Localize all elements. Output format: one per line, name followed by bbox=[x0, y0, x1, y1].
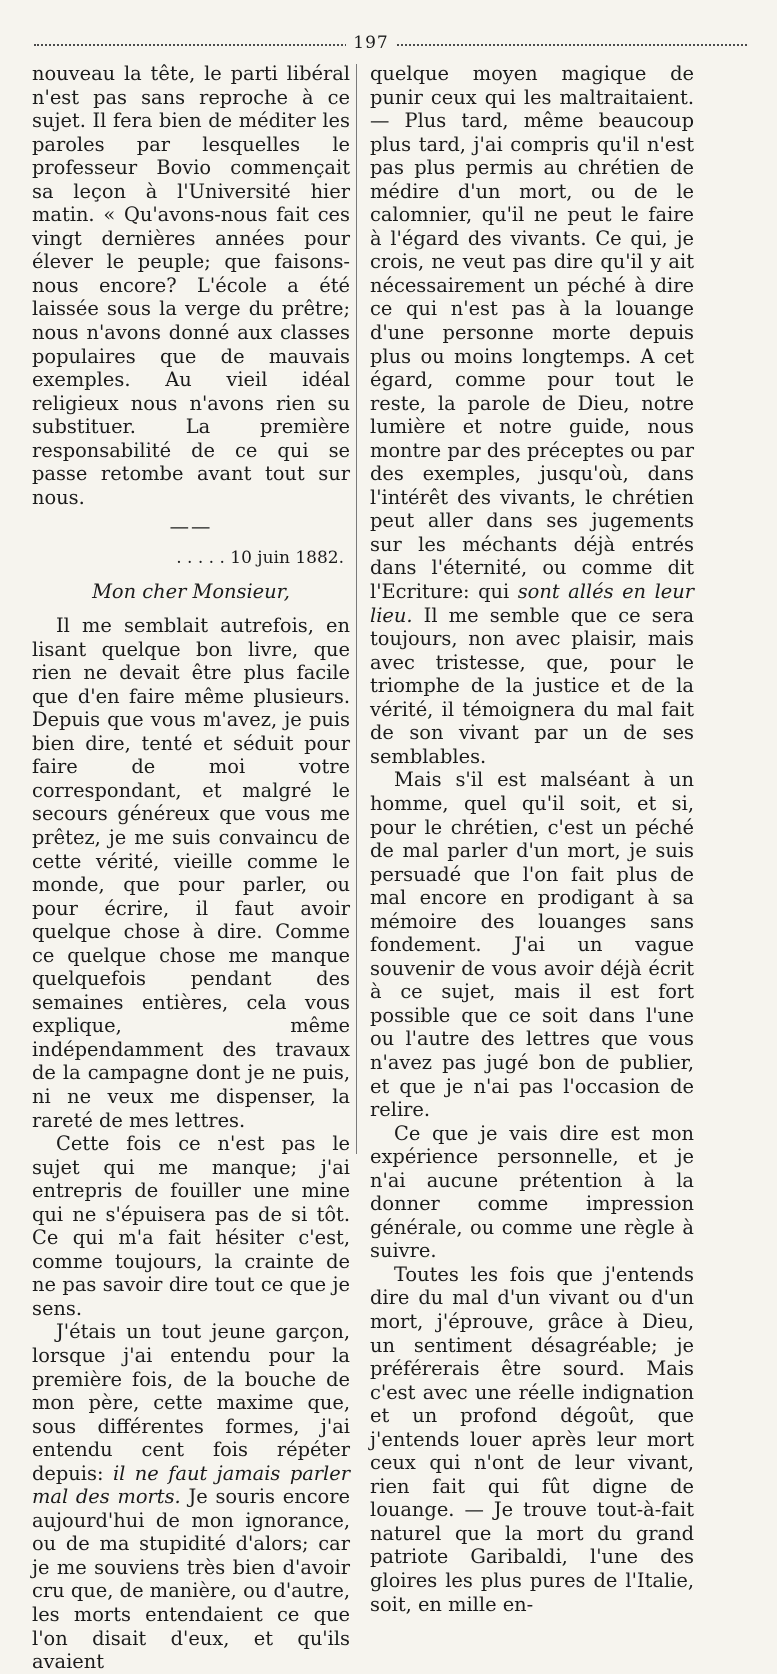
continued-paragraph: nouveau la tête, le parti libéral n'est pas sans reproche à ce sujet. Il fera bien de méditer les paroles par lesquelles le professeur Bovio commençait sa leçon à l'Université hier matin. « Qu'avons-nous fait ces vingt dernières années pour élever le peuple; que faisons-nous encore? L'école a été laissée sous la verge du prêtre; nous n'avons donné aux classes populaires que de mauvais exemples. Au vieil idéal religieux nous n'avons rien su substituer. La première responsabilité de ce qui se passe retombe avant tout sur nous. bbox=[32, 62, 350, 509]
section-separator: —— bbox=[169, 515, 213, 539]
paragraph: Ce que je vais dire est mon expérience personnelle, et je n'ai aucune prétention à la donner comme impression générale, ou comme une règle à suivre. bbox=[370, 1121, 694, 1263]
letter-salutation: Mon cher Monsieur, bbox=[92, 580, 290, 604]
paragraph: Mais s'il est malséant à un homme, quel qu'il soit, et si, pour le chrétien, c'est un péché de mal parler d'un mort, je suis persuadé que l'on fait plus de mal encore en prodigant à sa mémoire des louanges sans fondement. J'ai un vague souvenir de vous avoir déjà écrit à ce sujet, mais il est fort possible que ce soit dans l'une ou l'autre des lettres que vous n'avez pas jugé bon de publier, et que je n'ai pas l'occasion de relire. bbox=[370, 768, 694, 1122]
column-divider bbox=[356, 64, 357, 1154]
paragraph-text: Il me semble que ce sera toujours, non avec plaisir, mais avec tristesse, que, pour le triomphe de la justice et de la vérité, il témoignera du mal fait de son vivant par un de ses semblables. bbox=[370, 603, 694, 768]
paragraph: Toutes les fois que j'entends dire du mal d'un vivant ou d'un mort, j'éprouve, grâce à Dieu, un sentiment désagréable; je préférerais être sourd. Mais c'est avec une réelle indignation et un profond dégoût, que j'entends louer après leur mort ceux qui n'ont de leur vivant, rien fait qui fût digne de louange. — Je trouve tout-à-fait naturel que la mort du grand patriote Garibaldi, l'une des gloires les plus pures de l'Italie, soit, en mille en- bbox=[370, 1262, 694, 1616]
italic-maxim: il ne faut jamais parler mal des morts. bbox=[32, 1461, 351, 1509]
paragraph: Cette fois ce n'est pas le sujet qui me manque; j'ai entrepris de fouiller une mine qui ne s'épuisera pas de si tôt. Ce qui m'a fait hésiter c'est, comme toujours, la crainte de ne pas savoir dire tout ce que je sens. bbox=[32, 1132, 350, 1320]
paragraph: Il me semblait autrefois, en lisant quelque bon livre, que rien ne devait être plus facile que d'en faire même plusieurs. Depuis que vous m'avez, je puis bien dire, tenté et séduit pour faire de moi votre correspondant, et malgré le secours généreux que vous me prêtez, je me suis convaincu de cette vérité, vieille comme le monde, que pour parler, ou pour écrire, il faut avoir quelque chose à dire. Comme ce quelque chose me manque quelquefois pendant des semaines entières, cela vous explique, même indépendamment des travaux de la campagne dont je ne puis, ni ne veux me dispenser, la rareté de mes lettres. bbox=[32, 614, 350, 1132]
left-column bbox=[32, 62, 350, 1674]
italic-quote: sont allés en leur lieu. bbox=[370, 580, 694, 627]
paragraph bbox=[32, 1320, 350, 1673]
paragraph-text: quelque moyen magique de punir ceux qui les maltraitaient. — Plus tard, même beaucoup plus tard, j'ai compris qu'il n'est pas plus permis au chrétien de médire d'un mort, ou de le calomnier, qu'il ne peut le faire à l'égard des vivants. Ce qui, je crois, ne veut pas dire qu'il y ait nécessairement un péché à dire ce qui n'est pas à la louange d'une personne morte depuis plus ou moins longtemps. A cet égard, comme pour tout le reste, la parole de Dieu, notre lumière et notre guide, nous montre par des préceptes ou par des exemples, jusqu'où, dans l'intérêt des vivants, le chrétien peut aller dans ses jugements sur les méchants déjà entrés dans l'éternité, ou comme dit l'Ecriture: qui bbox=[370, 62, 694, 604]
paragraph-text: J'étais un tout jeune garçon, lorsque j'ai entendu pour la première fois, de la bouche de mon père, cette maxime que, sous différentes formes, j'ai entendu cent fois répéter depuis: bbox=[32, 1320, 350, 1485]
paragraph-text: Je souris encore aujourd'hui de mon ignorance, ou de ma stupidité d'alors; car je me souviens très bien d'avoir cru que, de manière, ou d'autre, les morts entendaient ce que l'on disait d'eux, et qu'ils avaient bbox=[32, 1485, 350, 1674]
paragraph bbox=[370, 62, 694, 768]
letter-dateline: . . . . . 10 juin 1882. bbox=[176, 547, 344, 568]
right-column bbox=[370, 62, 694, 1616]
page-number: 197 bbox=[346, 33, 396, 53]
